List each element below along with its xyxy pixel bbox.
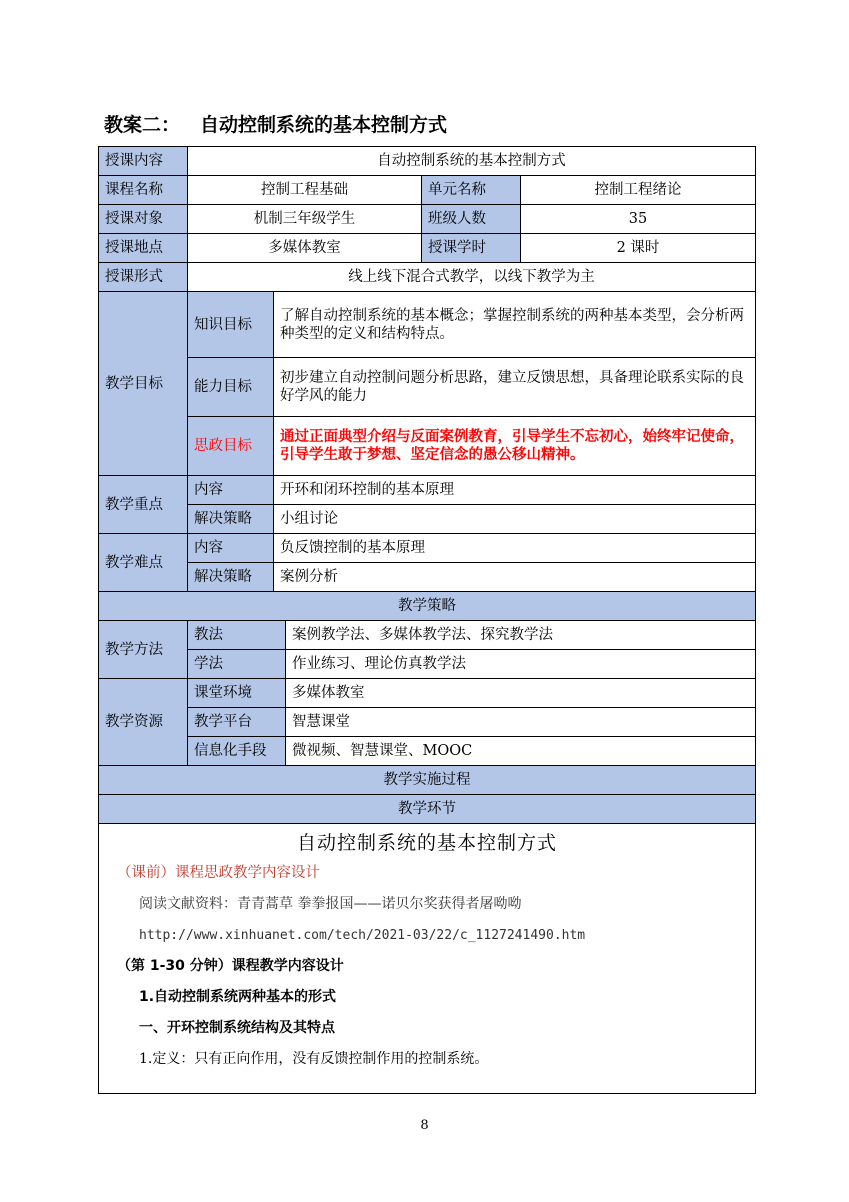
stage-band: 教学环节	[99, 795, 756, 824]
row-resource-means	[99, 737, 756, 766]
row-strategy-band	[99, 592, 756, 621]
row-course-content	[99, 147, 756, 176]
pre-class-heading: （课前）课程思政教学内容设计	[117, 865, 320, 881]
page-number: 8	[420, 1118, 429, 1133]
resource-env-label: 课堂环境	[188, 679, 286, 708]
unit-name-label: 单元名称	[422, 176, 521, 205]
ideology-goal-label: 思政目标	[188, 417, 274, 476]
course-content-label: 授课内容	[99, 147, 188, 176]
row-resource-platform	[99, 708, 756, 737]
lesson-plan-table	[98, 146, 756, 1094]
process-band: 教学实施过程	[99, 766, 756, 795]
row-location	[99, 234, 756, 263]
row-resource-env	[99, 679, 756, 708]
teaching-method-label: 教法	[188, 621, 286, 650]
row-learning-method	[99, 650, 756, 679]
content-item-2: 一、开环控制系统结构及其特点	[139, 1020, 335, 1036]
class-size-value: 35	[521, 205, 756, 234]
diff-content-value: 负反馈控制的基本原理	[274, 534, 756, 563]
content-item-1: 1.自动控制系统两种基本的形式	[139, 989, 337, 1005]
key-points-label: 教学重点	[99, 476, 188, 534]
class-size-label: 班级人数	[422, 205, 521, 234]
row-course-name	[99, 176, 756, 205]
resource-means-value: 微视频、智慧课堂、MOOC	[286, 737, 756, 766]
knowledge-goal-value: 了解自动控制系统的基本概念；掌握控制系统的两种基本类型，会分析两种类型的定义和结构特点。	[274, 292, 756, 358]
row-ideology-goal	[99, 417, 756, 476]
title-prefix: 教案二：	[104, 114, 181, 136]
ability-goal-value: 初步建立自动控制问题分析思路，建立反馈思想，具备理论联系实际的良好学风的能力	[274, 358, 756, 417]
process-title: 自动控制系统的基本控制方式	[297, 832, 558, 854]
key-strategy-value: 小组讨论	[274, 505, 756, 534]
diff-strategy-value: 案例分析	[274, 563, 756, 592]
teaching-method-value: 案例教学法、多媒体教学法、探究教学法	[286, 621, 756, 650]
diff-content-label: 内容	[188, 534, 274, 563]
target-label: 授课对象	[99, 205, 188, 234]
ideology-goal-value: 通过正面典型介绍与反面案例教育，引导学生不忘初心，始终牢记使命，引导学生敢于梦想、坚定信念的愚公移山精神。	[274, 417, 756, 476]
row-ability-goal	[99, 358, 756, 417]
key-content-label: 内容	[188, 476, 274, 505]
reading-url: http://www.xinhuanet.com/tech/2021-03/22/c_1127241490.htm	[139, 928, 586, 943]
row-key-content	[99, 476, 756, 505]
format-label: 授课形式	[99, 263, 188, 292]
page-title	[104, 110, 764, 137]
hours-label: 授课学时	[422, 234, 521, 263]
course-name-value: 控制工程基础	[188, 176, 422, 205]
methods-label: 教学方法	[99, 621, 188, 679]
title-text: 自动控制系统的基本控制方式	[200, 114, 448, 136]
row-process-content	[99, 824, 756, 1094]
target-value: 机制三年级学生	[188, 205, 422, 234]
hours-value: 2 课时	[521, 234, 756, 263]
row-diff-content	[99, 534, 756, 563]
resource-means-label: 信息化手段	[188, 737, 286, 766]
knowledge-goal-label: 知识目标	[188, 292, 274, 358]
row-stage-band	[99, 795, 756, 824]
diff-strategy-label: 解决策略	[188, 563, 274, 592]
location-label: 授课地点	[99, 234, 188, 263]
resource-env-value: 多媒体教室	[286, 679, 756, 708]
reading-material: 阅读文献资料：青青蒿草 拳拳报国——诺贝尔奖获得者屠呦呦	[139, 896, 522, 912]
row-diff-strategy	[99, 563, 756, 592]
key-strategy-label: 解决策略	[188, 505, 274, 534]
resource-platform-value: 智慧课堂	[286, 708, 756, 737]
row-key-strategy	[99, 505, 756, 534]
ability-goal-label: 能力目标	[188, 358, 274, 417]
process-content	[99, 824, 756, 1094]
course-name-label: 课程名称	[99, 176, 188, 205]
location-value: 多媒体教室	[188, 234, 422, 263]
learning-method-value: 作业练习、理论仿真教学法	[286, 650, 756, 679]
difficulties-label: 教学难点	[99, 534, 188, 592]
format-value: 线上线下混合式教学，以线下教学为主	[188, 263, 756, 292]
goals-label: 教学目标	[99, 292, 188, 476]
learning-method-label: 学法	[188, 650, 286, 679]
unit-name-value: 控制工程绪论	[521, 176, 756, 205]
row-teaching-method	[99, 621, 756, 650]
course-content-value: 自动控制系统的基本控制方式	[188, 147, 756, 176]
row-process-band	[99, 766, 756, 795]
session-heading: （第 1-30 分钟）课程教学内容设计	[117, 958, 344, 974]
resource-platform-label: 教学平台	[188, 708, 286, 737]
strategy-band: 教学策略	[99, 592, 756, 621]
row-format	[99, 263, 756, 292]
key-content-value: 开环和闭环控制的基本原理	[274, 476, 756, 505]
row-target	[99, 205, 756, 234]
content-item-3: 1.定义：只有正向作用，没有反馈控制作用的控制系统。	[139, 1051, 489, 1067]
resources-label: 教学资源	[99, 679, 188, 766]
row-knowledge-goal	[99, 292, 756, 358]
